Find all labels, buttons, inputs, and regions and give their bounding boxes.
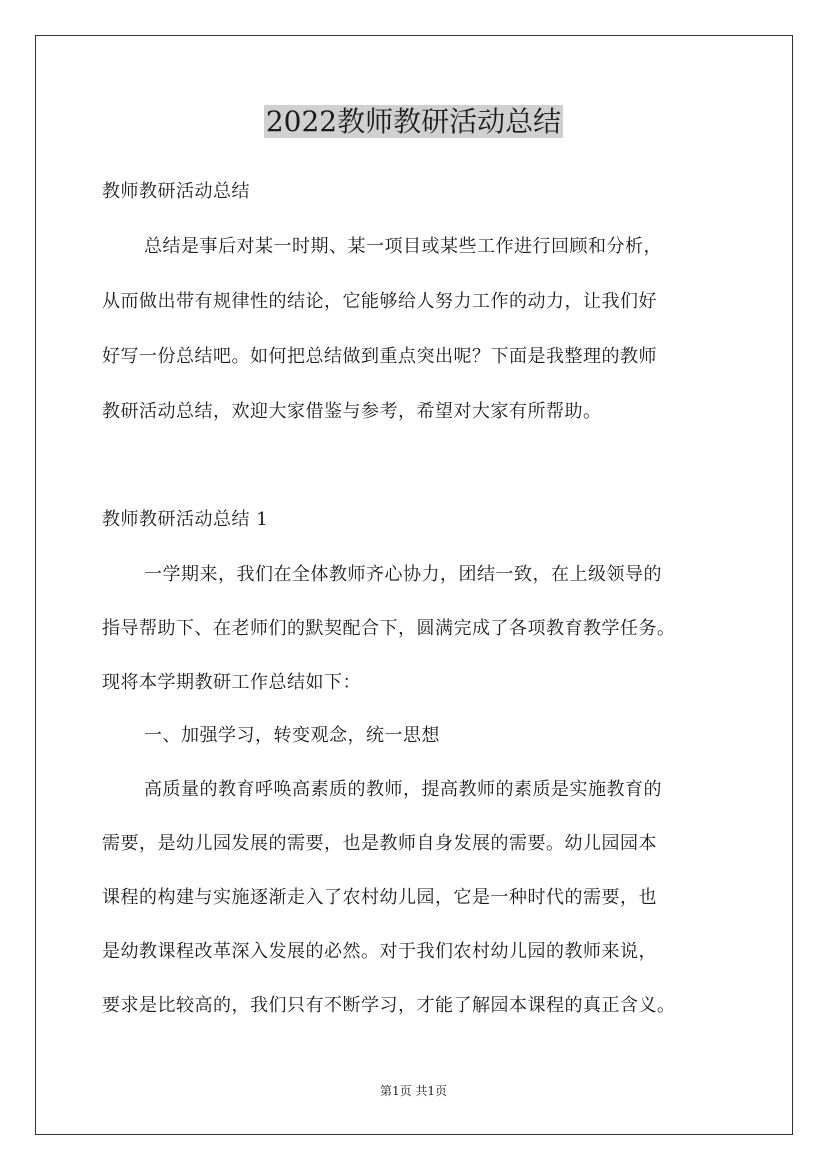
intro-line-4: 教研活动总结，欢迎大家借鉴与参考，希望对大家有所帮助。 (102, 401, 602, 422)
para2-line-2: 需要，是幼儿园发展的需要，也是教师自身发展的需要。幼儿园园本 (102, 833, 657, 854)
section-heading-1: 一、加强学习，转变观念，统一思想 (144, 725, 440, 746)
intro-line-2: 从而做出带有规律性的结论，它能够给人努力工作的动力，让我们好 (102, 291, 657, 312)
intro-line-1: 总结是事后对某一时期、某一项目或某些工作进行回顾和分析， (144, 236, 662, 257)
para2-line-5: 要求是比较高的，我们只有不断学习，才能了解园本课程的真正含义。 (102, 995, 676, 1016)
para1-line-1: 一学期来，我们在全体教师齐心协力，团结一致，在上级领导的 (144, 564, 662, 585)
para2-line-3: 课程的构建与实施逐渐走入了农村幼儿园，它是一种时代的需要，也 (102, 887, 657, 908)
page-footer: 第1页 共1页 (379, 1084, 448, 1098)
document-title (0, 103, 827, 141)
heading-2: 教师教研活动总结 1 (102, 509, 269, 530)
intro-line-3: 好写一份总结吧。如何把总结做到重点突出呢？下面是我整理的教师 (102, 346, 657, 367)
para1-line-2: 指导帮助下、在老师们的默契配合下，圆满完成了各项教育教学任务。 (102, 618, 676, 639)
para2-line-4: 是幼教课程改革深入发展的必然。对于我们农村幼儿园的教师来说， (102, 941, 657, 962)
document-title-text: 2022教师教研活动总结 (265, 105, 562, 138)
heading-1: 教师教研活动总结 (102, 181, 250, 202)
para2-line-1: 高质量的教育呼唤高素质的教师，提高教师的素质是实施教育的 (144, 779, 662, 800)
para1-line-3: 现将本学期教研工作总结如下： (102, 672, 361, 693)
